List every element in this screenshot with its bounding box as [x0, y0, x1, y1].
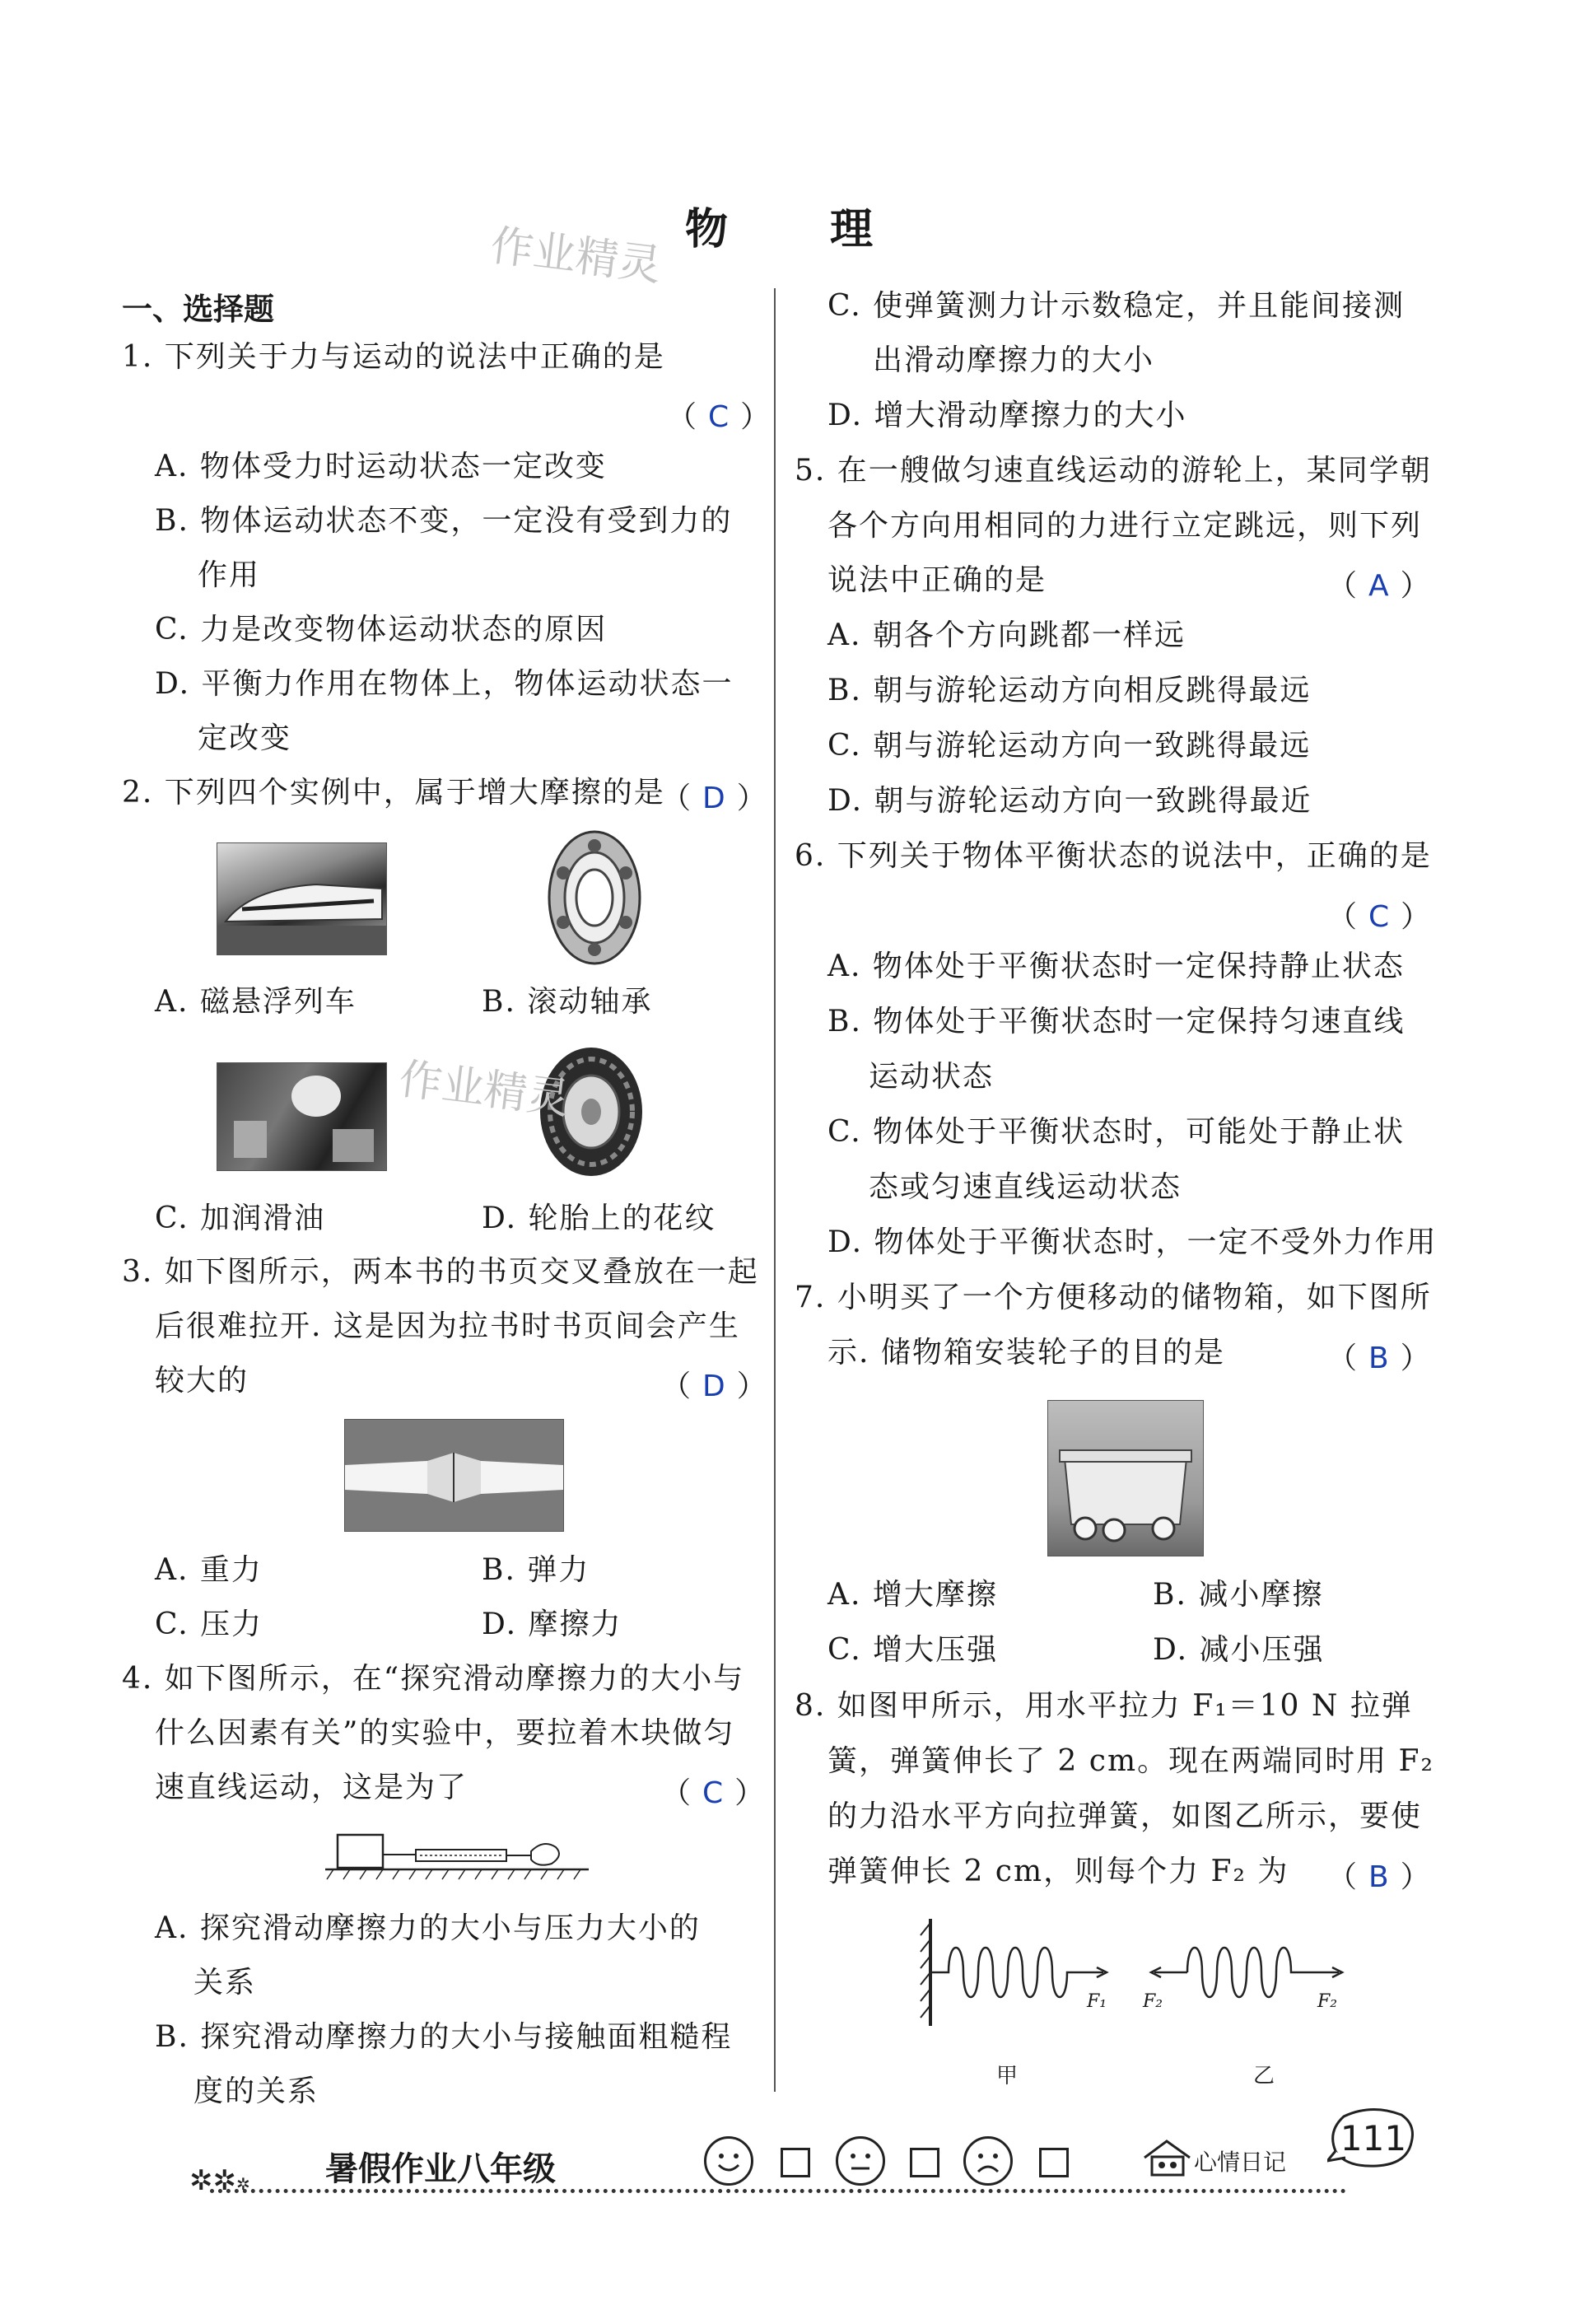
q6-option-a: A. 物体处于平衡状态时一定保持静止状态 — [827, 950, 1405, 983]
q8-stem-3: 的力沿水平方向拉弹簧，如图乙所示，要使 — [827, 1799, 1423, 1833]
q6-option-b-cont: 运动状态 — [869, 1060, 995, 1094]
q3-stem-2: 后很难拉开. 这是因为拉书时书页间会产生 — [155, 1309, 740, 1343]
mood-diary-label: 心情日记 — [1194, 2149, 1287, 2176]
page-title-left: 物 — [685, 204, 729, 254]
footer-title: 暑假作业八年级 — [325, 2150, 556, 2188]
q4-answer: （ C ） — [661, 1776, 765, 1810]
q2-caption-a: A. 磁悬浮列车 — [155, 985, 357, 1019]
watermark: 作业精灵 — [487, 221, 664, 292]
page-number-badge — [1327, 2107, 1416, 2171]
neutral-checkbox[interactable] — [910, 2148, 939, 2177]
column-divider — [774, 288, 776, 2092]
q5-option-a: A. 朝各个方向跳都一样远 — [827, 618, 1186, 652]
q5-option-d: D. 朝与游轮运动方向一致跳得最近 — [827, 784, 1312, 818]
watermark-2: 作业精灵 — [396, 1054, 573, 1125]
q1-option-c: C. 力是改变物体运动状态的原因 — [155, 613, 608, 646]
q4-option-b-cont: 度的关系 — [193, 2074, 319, 2108]
maglev-train-photo — [217, 842, 387, 955]
q7-option-d: D. 减小压强 — [1153, 1633, 1325, 1667]
q2-caption-d: D. 轮胎上的花纹 — [482, 1202, 716, 1235]
q1-option-d: D. 平衡力作用在物体上，物体运动状态一 — [155, 667, 734, 701]
spring-diagram-yi — [1144, 1902, 1359, 2051]
q1-option-d-cont: 定改变 — [198, 721, 292, 755]
q8-stem-4: 弹簧伸长 2 cm，则每个力 F₂ 为 — [827, 1855, 1289, 1888]
q7-answer: （ B ） — [1327, 1342, 1430, 1375]
spring-diagram-jia — [906, 1902, 1120, 2051]
block-spring-scale-diagram — [325, 1818, 589, 1884]
q7-stem-2: 示. 储物箱安装轮子的目的是 — [827, 1336, 1225, 1370]
q3-option-a: A. 重力 — [155, 1553, 263, 1587]
q8-stem-1: 8. 如图甲所示，用水平拉力 F₁＝10 N 拉弹 — [795, 1689, 1413, 1723]
house-icon — [1140, 2137, 1194, 2178]
oiling-engine-photo — [217, 1062, 387, 1171]
q3-stem-1: 3. 如下图所示，两本书的书页交叉叠放在一起 — [122, 1255, 759, 1289]
q5-option-c: C. 朝与游轮运动方向一致跳得最远 — [827, 729, 1312, 763]
interleaved-books-photo — [344, 1419, 564, 1532]
q3-option-c: C. 压力 — [155, 1608, 263, 1641]
q7-option-c: C. 增大压强 — [827, 1633, 999, 1667]
q6-option-c: C. 物体处于平衡状态时，可能处于静止状 — [827, 1115, 1406, 1149]
q2-answer: （ D ） — [661, 782, 767, 815]
q5-option-b: B. 朝与游轮运动方向相反跳得最远 — [827, 674, 1312, 707]
q7-stem-1: 7. 小明买了一个方便移动的储物箱，如下图所 — [795, 1281, 1432, 1314]
q3-option-d: D. 摩擦力 — [482, 1608, 622, 1641]
figure-label-jia: 甲 — [996, 2064, 1019, 2088]
q1-option-b-cont: 作用 — [198, 558, 261, 592]
q6-option-d: D. 物体处于平衡状态时，一定不受外力作用 — [827, 1225, 1438, 1259]
q4-option-a: A. 探究滑动摩擦力的大小与压力大小的 — [155, 1911, 701, 1945]
q6-stem: 6. 下列关于物体平衡状态的说法中，正确的是 — [795, 839, 1432, 873]
q5-answer: （ A ） — [1327, 569, 1430, 603]
sad-face-icon — [963, 2136, 1013, 2186]
happy-face-icon — [704, 2136, 753, 2186]
figure-label-yi: 乙 — [1253, 2064, 1275, 2088]
q1-stem: 1. 下列关于力与运动的说法中正确的是 — [122, 340, 665, 374]
q5-stem-3: 说法中正确的是 — [827, 563, 1047, 597]
ball-bearing-photo — [543, 828, 646, 968]
q7-option-b: B. 减小摩擦 — [1153, 1578, 1324, 1612]
f1-label: F₁ — [1087, 1991, 1107, 2012]
q5-stem-1: 5. 在一艘做匀速直线运动的游轮上，某同学朝 — [795, 454, 1432, 488]
q2-caption-b: B. 滚动轴承 — [482, 985, 653, 1019]
section-heading: 一、选择题 — [122, 292, 274, 327]
q1-option-b: B. 物体运动状态不变，一定没有受到力的 — [155, 504, 733, 538]
q4-option-d: D. 增大滑动摩擦力的大小 — [827, 399, 1187, 432]
q6-answer: （ C ） — [1327, 900, 1431, 934]
q6-option-b: B. 物体处于平衡状态时一定保持匀速直线 — [827, 1005, 1406, 1038]
q2-stem: 2. 下列四个实例中，属于增大摩擦的是 — [122, 776, 665, 810]
q3-answer: （ D ） — [661, 1370, 767, 1403]
q1-answer: （ C ） — [667, 400, 771, 434]
q4-option-b: B. 探究滑动摩擦力的大小与接触面粗糙程 — [155, 2020, 733, 2054]
q7-option-a: A. 增大摩擦 — [827, 1578, 998, 1612]
q4-stem-1: 4. 如下图所示，在“探究滑动摩擦力的大小与 — [122, 1662, 745, 1696]
f2-right-label: F₂ — [1317, 1991, 1338, 2012]
page-number: 111 — [1340, 2118, 1407, 2158]
q4-option-a-cont: 关系 — [193, 1966, 257, 2000]
q2-caption-c: C. 加润滑油 — [155, 1202, 326, 1235]
f2-left-label: F₂ — [1143, 1991, 1163, 2012]
q4-stem-3: 速直线运动，这是为了 — [155, 1771, 469, 1804]
q4-option-c-cont: 出滑动摩擦力的大小 — [873, 343, 1155, 377]
q4-option-c: C. 使弹簧测力计示数稳定，并且能间接测 — [827, 289, 1406, 323]
q8-stem-2: 簧，弹簧伸长了 2 cm。现在两端同时用 F₂ — [827, 1744, 1434, 1778]
q8-answer: （ B ） — [1327, 1860, 1430, 1894]
q5-stem-2: 各个方向用相同的力进行立定跳远，则下列 — [827, 509, 1423, 543]
sun-decoration-icon: ✲✲✲ — [189, 2164, 250, 2197]
q6-option-c-cont: 态或匀速直线运动状态 — [869, 1170, 1182, 1204]
footer-divider — [210, 2189, 1346, 2193]
neutral-face-icon — [836, 2136, 885, 2186]
sad-checkbox[interactable] — [1039, 2148, 1069, 2177]
q4-stem-2: 什么因素有关”的实验中，要拉着木块做匀 — [155, 1716, 735, 1750]
storage-box-photo — [1047, 1400, 1204, 1556]
q3-option-b: B. 弹力 — [482, 1553, 590, 1587]
q3-stem-3: 较大的 — [155, 1364, 249, 1398]
happy-checkbox[interactable] — [781, 2148, 810, 2177]
page-title-right: 理 — [830, 204, 874, 254]
q1-option-a: A. 物体受力时运动状态一定改变 — [155, 450, 607, 483]
